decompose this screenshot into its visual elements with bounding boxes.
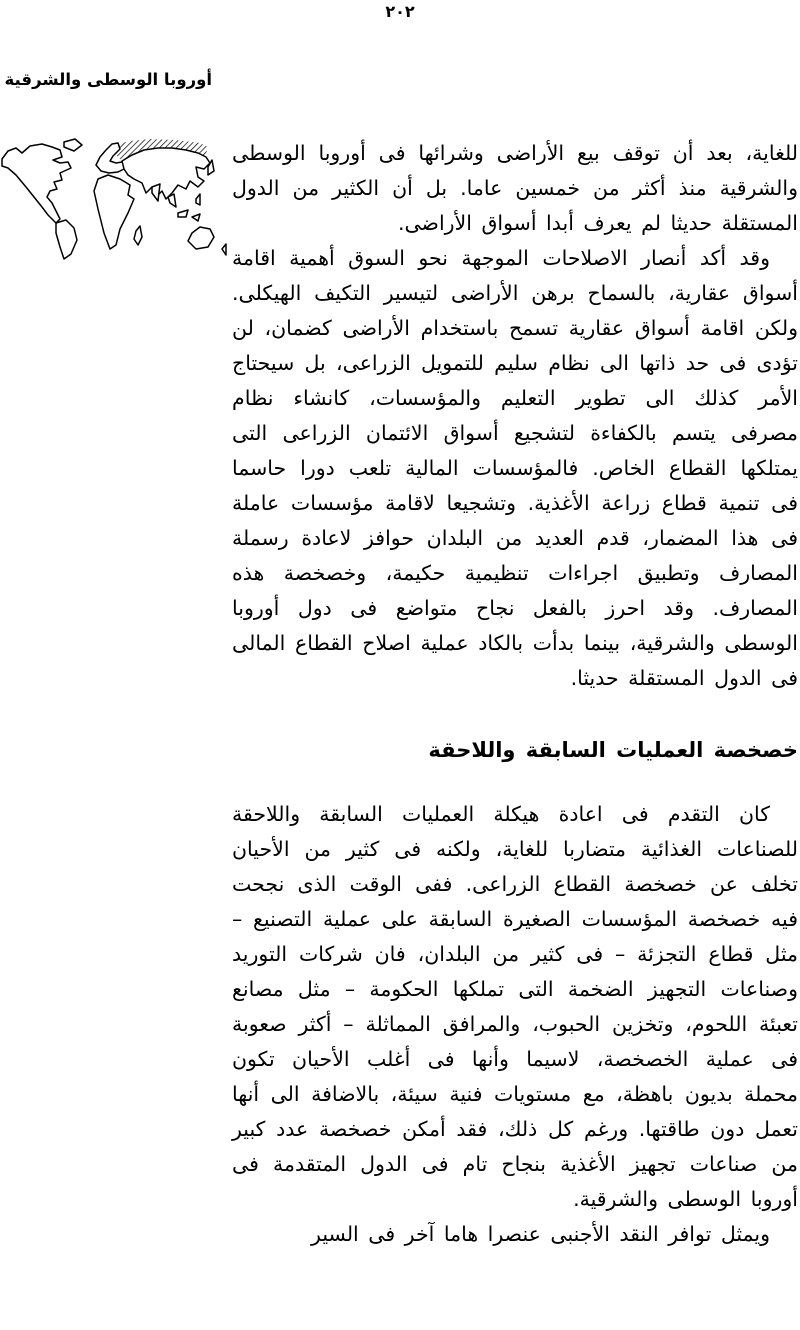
paragraph: للغاية، بعد أن توقف بيع الأراضى وشرائها فى أوروبا الوسطى والشرقية منذ أكثر من خمسين عاما. بل أن الكثير من الدول المستقلة حديثا لم يعرف أبدا أسواق الأراضى. [232, 141, 798, 235]
paragraph: كان التقدم فى اعادة هيكلة العمليات السابقة واللاحقة للصناعات الغذائية متضاربا للغاية، ولكنه فى كثير من الأحيان تخلف عن خصخصة القطاع الزراعى. ففى الوقت الذى نجحت فيه خصخصة المؤسسات الصغيرة السابقة على عملية التصنيع – مثل قطاع التجزئة – فى كثير من البلدان، فان شركات التوريد وصناعات التجهيز الضخمة التى تملكها الحكومة – مثل مصانع تعبئة اللحوم، وتخزين الحبوب، والمرافق المماثلة – أكثر صعوبة فى عملية الخصخصة، لاسيما وأنها فى أغلب الأحيان تكون محملة بديون باهظة، مع مستويات فنية سيئة، بالاضافة الى أنها تعمل دون طاقتها. ورغم كل ذلك، فقد أمكن خصخصة عدد كبير من صناعات تجهيز الأغذية بنجاح تام فى الدول المتقدمة فى أوروبا الوسطى والشرقية. [232, 802, 798, 1212]
paragraph: وقد أكد أنصار الاصلاحات الموجهة نحو السوق أهمية اقامة أسواق عقارية، بالسماح برهن الأراضى لتيسير التكيف الهيكلى. ولكن اقامة أسواق عقارية تسمح باستخدام الأراضى كضمان، لن تؤدى فى حد ذاتها الى نظام سليم للتمويل الزراعى، بل سيحتاج الأمر كذلك الى تطوير التعليم والمؤسسات، كانشاء نظام مصرفى يتسم بالكفاءة لتشجيع أسواق الائتمان الزراعى التى يمتلكها القطاع الخاص. فالمؤسسات المالية تلعب دورا حاسما فى تنمية قطاع زراعة الأغذية. وتشجيعا لاقامة مؤسسات عاملة فى هذا المضمار، قدم العديد من البلدان حوافز لاعادة رسملة المصارف وتطبيق اجراءات تنظيمية حكيمة، وخصخصة هذه المصارف. وقد احرز بالفعل نجاح متواضع فى دول أوروبا الوسطى والشرقية، بينما بدأت بالكاد عملية اصلاح القطاع المالى فى الدول المستقلة حديثا. [232, 246, 798, 690]
world-map-icon [0, 137, 230, 260]
body-text-column [232, 136, 798, 1252]
region-title: أوروبا الوسطى والشرقية [4, 70, 212, 89]
paragraphs-after-heading [232, 797, 798, 1252]
page-number: ٢٠٢ [385, 2, 415, 21]
paragraphs-before-heading [232, 136, 798, 696]
paragraph: ويمثل توافر النقد الأجنبى عنصرا هاما آخر فى السير [311, 1222, 770, 1247]
section-heading: خصخصة العمليات السابقة واللاحقة [428, 738, 798, 762]
margin-column [0, 0, 230, 1330]
